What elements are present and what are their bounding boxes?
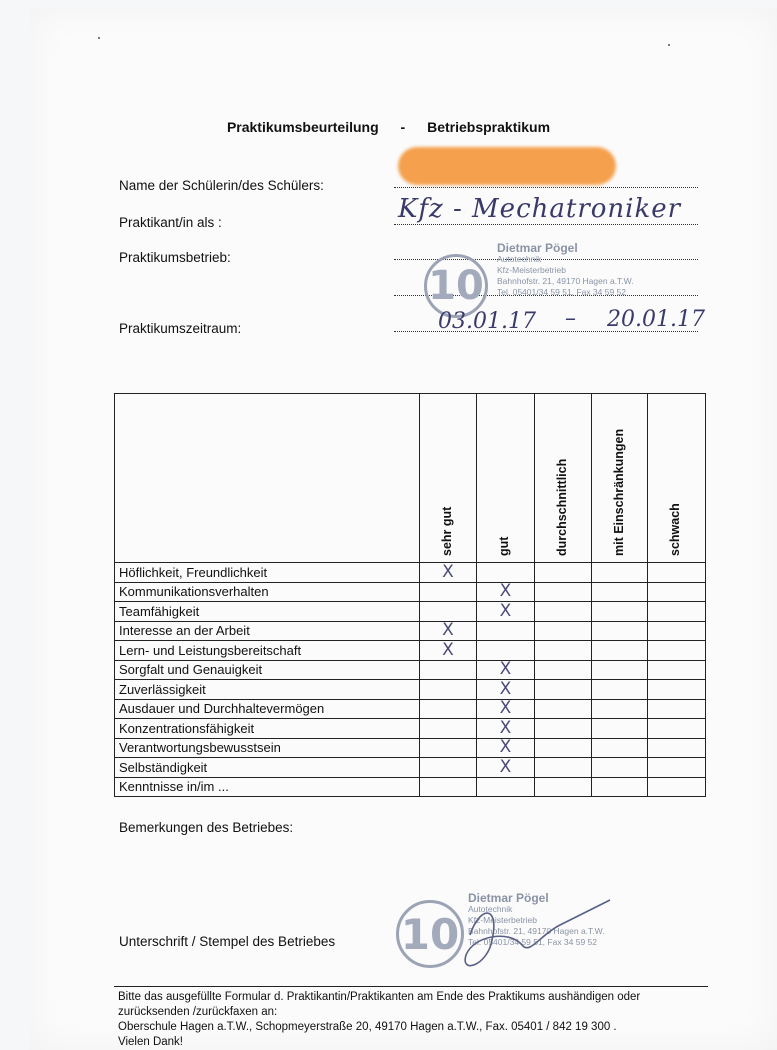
rating-mark-cell bbox=[647, 660, 705, 680]
rating-mark-cell bbox=[535, 660, 592, 680]
col-label: mit Einschränkungen bbox=[611, 428, 626, 556]
title-separator: - bbox=[400, 119, 406, 135]
stamp-line: Bahnhofstr. 21, 49170 Hagen a.T.W. bbox=[497, 276, 634, 286]
stamp-line: Tel. 05401/34 59 51, Fax 34 59 52 bbox=[468, 937, 598, 947]
rating-mark-cell bbox=[647, 582, 705, 602]
rating-mark-cell bbox=[647, 699, 705, 719]
signature-label: Unterschrift / Stempel des Betriebes bbox=[119, 934, 336, 949]
rating-mark-cell bbox=[535, 680, 592, 700]
criterion-cell: Interesse an der Arbeit bbox=[115, 621, 420, 641]
company-label: Praktikumsbetrieb: bbox=[119, 250, 231, 265]
rating-mark-cell bbox=[647, 758, 705, 778]
rating-mark-cell bbox=[420, 738, 476, 758]
header-col-gut bbox=[476, 394, 534, 563]
rating-mark-cell bbox=[647, 719, 705, 739]
rating-mark-cell bbox=[592, 602, 647, 622]
criterion-cell: Teamfähigkeit bbox=[115, 602, 420, 622]
rating-mark-cell: X bbox=[476, 660, 534, 680]
rating-mark-cell: X bbox=[476, 602, 534, 622]
rating-mark-cell: X bbox=[420, 621, 476, 641]
rating-row bbox=[115, 738, 706, 758]
criterion-cell: Verantwortungsbewusstsein bbox=[115, 738, 420, 758]
rating-mark-cell bbox=[535, 719, 592, 739]
stamp-company-name: Dietmar Pögel bbox=[468, 891, 549, 905]
role-line bbox=[394, 224, 698, 225]
rating-rows bbox=[115, 563, 706, 797]
rating-mark-cell bbox=[647, 738, 705, 758]
rating-row bbox=[115, 699, 706, 719]
rating-mark-cell bbox=[535, 563, 592, 583]
rating-mark-cell bbox=[592, 738, 647, 758]
rating-mark-cell bbox=[420, 758, 476, 778]
scan-speck bbox=[98, 37, 100, 39]
signature-stamp-logo: 10 bbox=[396, 900, 464, 968]
rating-row bbox=[115, 582, 706, 602]
page-title bbox=[0, 119, 777, 135]
criterion-cell: Konzentrationsfähigkeit bbox=[115, 719, 420, 739]
rating-mark-cell bbox=[647, 641, 705, 661]
rating-mark-cell bbox=[647, 621, 705, 641]
criterion-cell: Kenntnisse in/im ... bbox=[115, 777, 420, 797]
student-name-line bbox=[394, 187, 698, 188]
rating-mark-cell bbox=[420, 680, 476, 700]
criterion-cell: Kommunikationsverhalten bbox=[115, 582, 420, 602]
col-label: sehr gut bbox=[439, 506, 454, 556]
rating-mark-cell bbox=[592, 719, 647, 739]
stamp-line: Autotechnik bbox=[468, 904, 513, 914]
stamp-line: Kfz-Meisterbetrieb bbox=[468, 915, 537, 925]
rating-mark-cell bbox=[535, 621, 592, 641]
rating-mark-cell bbox=[420, 660, 476, 680]
rating-mark-cell bbox=[592, 777, 647, 797]
redacted-name bbox=[398, 147, 616, 185]
footer-note bbox=[118, 990, 678, 1050]
rating-mark-cell bbox=[476, 621, 534, 641]
rating-mark-cell: X bbox=[420, 641, 476, 661]
rating-header-row bbox=[115, 394, 706, 563]
rating-mark-cell bbox=[647, 602, 705, 622]
rating-row bbox=[115, 719, 706, 739]
footer-divider bbox=[114, 986, 708, 987]
rating-mark-cell: X bbox=[476, 738, 534, 758]
footer-line: zurücksenden /zurückfaxen an: bbox=[118, 1006, 278, 1018]
criterion-cell: Ausdauer und Durchhaltevermögen bbox=[115, 699, 420, 719]
rating-mark-cell bbox=[420, 777, 476, 797]
header-blank-cell bbox=[115, 394, 420, 563]
rating-mark-cell bbox=[535, 758, 592, 778]
stamp-company-name: Dietmar Pögel bbox=[497, 241, 578, 255]
rating-mark-cell bbox=[592, 660, 647, 680]
rating-row bbox=[115, 621, 706, 641]
rating-mark-cell bbox=[476, 563, 534, 583]
footer-line: Vielen Dank! bbox=[118, 1036, 183, 1048]
rating-mark-cell bbox=[592, 641, 647, 661]
rating-row bbox=[115, 563, 706, 583]
title-left: Praktikumsbeurteilung bbox=[226, 119, 379, 135]
rating-row bbox=[115, 680, 706, 700]
col-label: schwach bbox=[668, 503, 683, 556]
footer-line: Oberschule Hagen a.T.W., Schopmeyerstraße 20, 49170 Hagen a.T.W., Fax. 05401 / 842 19 300 . bbox=[118, 1021, 617, 1033]
rating-row bbox=[115, 758, 706, 778]
rating-mark-cell bbox=[535, 699, 592, 719]
rating-row bbox=[115, 777, 706, 797]
title-right: Betriebspraktikum bbox=[427, 119, 551, 135]
rating-mark-cell bbox=[592, 758, 647, 778]
criterion-cell: Sorgfalt und Genauigkeit bbox=[115, 660, 420, 680]
rating-mark-cell: X bbox=[476, 719, 534, 739]
stamp-line: Tel. 05401/34 59 51, Fax 34 59 52 bbox=[497, 287, 627, 297]
rating-mark-cell: X bbox=[476, 758, 534, 778]
remarks-label: Bemerkungen des Betriebes: bbox=[119, 820, 294, 835]
criterion-cell: Zuverlässigkeit bbox=[115, 680, 420, 700]
role-label: Praktikant/in als : bbox=[119, 215, 222, 230]
company-stamp-logo: 10 bbox=[424, 254, 488, 318]
rating-mark-cell bbox=[647, 680, 705, 700]
rating-mark-cell bbox=[647, 777, 705, 797]
criterion-cell: Selbständigkeit bbox=[115, 758, 420, 778]
rating-mark-cell bbox=[535, 602, 592, 622]
period-label: Praktikumszeitraum: bbox=[119, 321, 242, 336]
rating-mark-cell bbox=[592, 699, 647, 719]
stamp-line: Autotechnik bbox=[497, 254, 542, 264]
header-col-sehr-gut bbox=[420, 394, 476, 563]
rating-mark-cell bbox=[592, 563, 647, 583]
rating-row bbox=[115, 602, 706, 622]
col-label: gut bbox=[497, 536, 512, 556]
footer-line: Bitte das ausgefüllte Formular d. Praktikantin/Praktikanten am Ende des Praktikums aushändigen oder bbox=[118, 991, 641, 1003]
rating-mark-cell bbox=[592, 680, 647, 700]
rating-mark-cell bbox=[476, 641, 534, 661]
criterion-cell: Höflichkeit, Freundlichkeit bbox=[115, 563, 420, 583]
rating-mark-cell bbox=[592, 621, 647, 641]
header-col-schwach bbox=[647, 394, 705, 563]
rating-mark-cell bbox=[420, 719, 476, 739]
student-name-label: Name der Schülerin/des Schülers: bbox=[119, 178, 324, 193]
rating-mark-cell bbox=[420, 699, 476, 719]
rating-mark-cell: X bbox=[476, 680, 534, 700]
scan-speck bbox=[668, 44, 670, 46]
rating-mark-cell bbox=[476, 777, 534, 797]
period-from: 03.01.17 bbox=[438, 309, 536, 334]
criterion-cell: Lern- und Leistungsbereitschaft bbox=[115, 641, 420, 661]
role-handwritten: Kfz - Mechatroniker bbox=[398, 194, 682, 224]
rating-mark-cell bbox=[535, 738, 592, 758]
rating-mark-cell bbox=[535, 641, 592, 661]
stamp-line: Kfz-Meisterbetrieb bbox=[497, 265, 566, 275]
rating-mark-cell bbox=[592, 582, 647, 602]
rating-table bbox=[114, 393, 706, 797]
header-col-durchschnittlich bbox=[535, 394, 592, 563]
rating-mark-cell bbox=[420, 602, 476, 622]
period-to: 20.01.17 bbox=[607, 307, 705, 332]
rating-mark-cell bbox=[647, 563, 705, 583]
col-label: durchschnittlich bbox=[555, 458, 570, 556]
handwritten-signature bbox=[430, 891, 630, 985]
rating-row bbox=[115, 660, 706, 680]
company-stamp bbox=[497, 243, 634, 298]
rating-mark-cell bbox=[535, 582, 592, 602]
rating-mark-cell: X bbox=[476, 582, 534, 602]
rating-mark-cell: X bbox=[476, 699, 534, 719]
rating-mark-cell bbox=[535, 777, 592, 797]
rating-row bbox=[115, 641, 706, 661]
rating-mark-cell: X bbox=[420, 563, 476, 583]
period-dash: – bbox=[565, 306, 576, 331]
header-col-mit-einschraenkungen bbox=[592, 394, 647, 563]
stamp-line: Bahnhofstr. 21, 49170 Hagen a.T.W. bbox=[468, 926, 605, 936]
rating-mark-cell bbox=[420, 582, 476, 602]
